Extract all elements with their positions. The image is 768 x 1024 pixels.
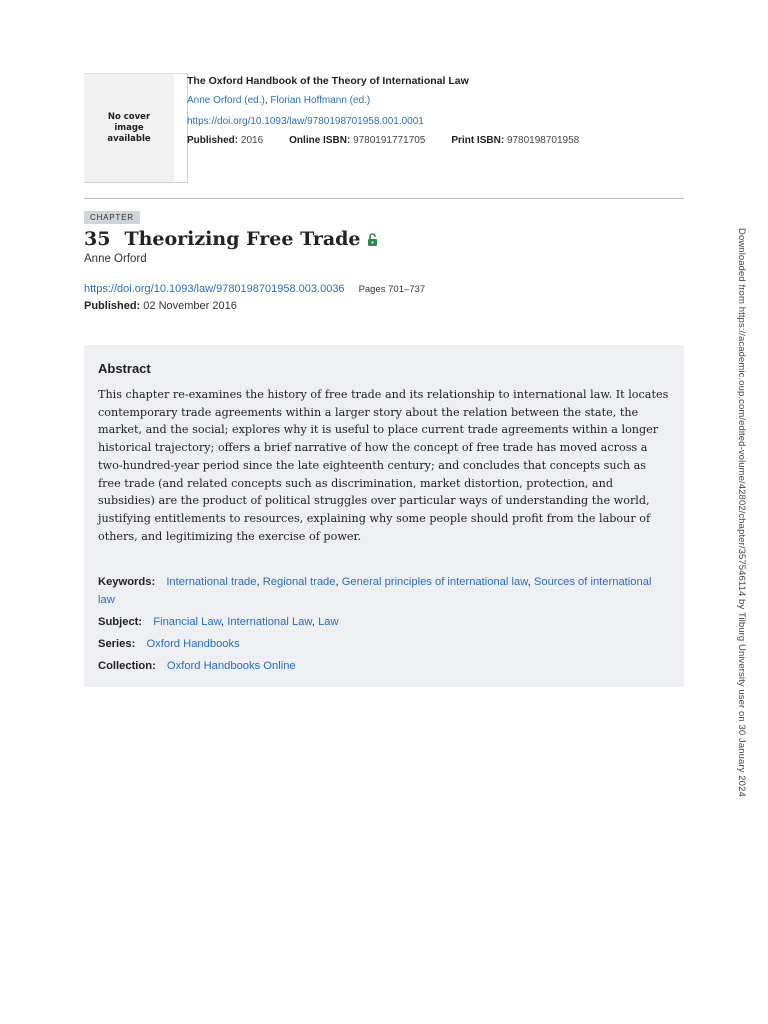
divider [84,198,684,199]
print-isbn-value: 9780198701958 [506,135,580,146]
book-meta [187,135,687,146]
series-label: Series: [98,638,136,651]
book-title[interactable]: The Oxford Handbook of the Theory of International Law [187,75,469,87]
book-doi-link[interactable]: https://doi.org/10.1093/law/9780198701958.001.0001 [187,116,424,127]
chapter-author: Anne Orford [84,253,147,265]
subject-link[interactable]: Financial Law [153,616,222,629]
series-link[interactable]: Oxford Handbooks [146,638,240,651]
keyword-link[interactable]: General principles of international law [341,576,528,589]
chapter-published-value: 02 November 2016 [143,300,237,312]
chapter-pages: Pages 701–737 [358,284,426,295]
abstract-heading: Abstract [98,361,151,376]
keywords-label: Keywords: [98,576,156,589]
online-isbn-label: Online ISBN: [289,135,351,146]
subject-link[interactable]: Law [318,616,339,629]
book-published-label: Published: [187,135,239,146]
book-published-value: 2016 [240,135,264,146]
book-cover [84,73,188,183]
collection-row [98,657,670,675]
subject-link[interactable]: International Law [227,616,312,629]
subject-row: Subject: Financial Law, International Law, Law [98,616,339,629]
book-editors: Anne Orford (ed.), Florian Hoffmann (ed.) [187,95,371,106]
editor-link[interactable]: Anne Orford (ed.) [187,95,265,106]
collection-link[interactable]: Oxford Handbooks Online [166,660,296,673]
chapter-title-text: Theorizing Free Trade [124,228,361,250]
collection-label: Collection: [98,660,156,673]
chapter-published-label: Published: [84,300,141,312]
print-isbn-label: Print ISBN: [451,135,505,146]
download-watermark: Downloaded from https://academic.oup.com/edited-volume/42802/chapter/357546114 by Tilburg University user on 30 January 2024 [736,228,747,797]
keywords-row: Keywords: International trade, Regional trade, General principles of international law, Sources of international law [98,576,652,607]
editor-link[interactable]: Florian Hoffmann (ed.) [270,95,371,106]
cover-placeholder-text: No cover image available [107,111,151,144]
chapter-published [84,300,237,312]
keyword-link[interactable]: Sources of international law [98,576,652,607]
chapter-doi-link[interactable]: https://doi.org/10.1093/law/9780198701958.003.0036 [84,283,345,295]
cover-placeholder [84,74,174,182]
chapter-number: 35 [84,228,111,250]
unlocked-padlock-icon [367,229,378,251]
chapter-title [84,227,378,251]
abstract-panel [84,345,684,687]
chapter-badge: CHAPTER [84,211,140,224]
online-isbn-value: 9780191771705 [353,135,426,146]
abstract-text: This chapter re-examines the history of free trade and its relationship to international law. It locates contemporary trade agreements within a larger story about the relation between the state, the market, and the social; explores why it is useful to place current trade agreements within a longer historical trajectory; offers a brief narrative of how the concept of free trade has moved across a two-hundred-year period since the late eighteenth century; and concludes that concepts such as free trade (and related concepts such as discrimination, market distortion, protection, and subsidies) are the product of political struggles over particular ways of understanding the world, justifying entitlements to resources, explaining why some people should profit from the labour of others, and legitimizing the exercise of power. [98,388,669,543]
keyword-link[interactable]: International trade [166,576,257,589]
abstract-meta [98,573,670,675]
book-info [187,73,687,146]
subject-label: Subject: [98,616,143,629]
chapter-doi-row [84,283,425,295]
series-row [98,635,670,653]
keyword-link[interactable]: Regional trade [262,576,336,589]
